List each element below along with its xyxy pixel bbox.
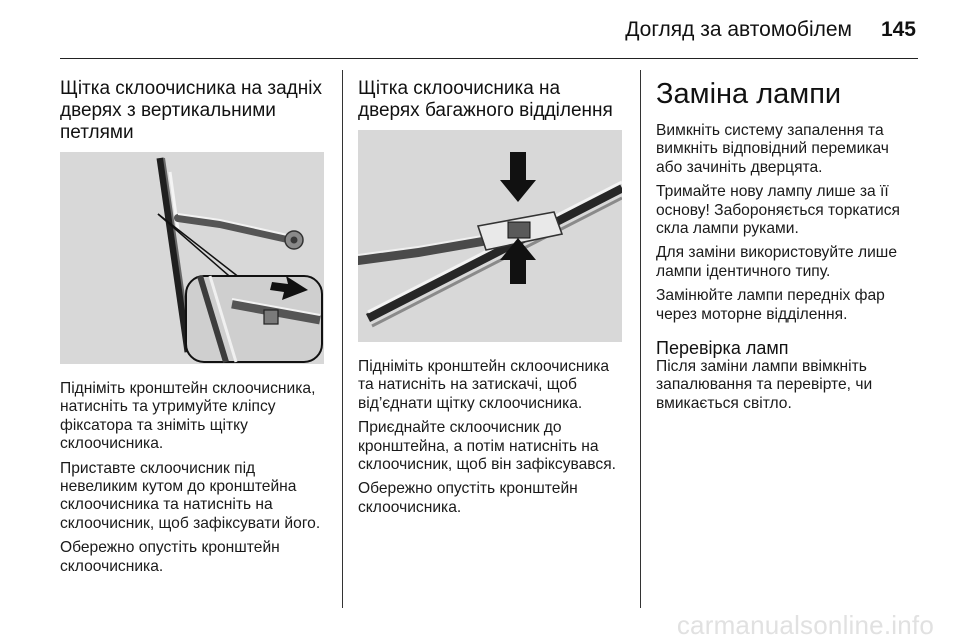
- subsection-heading: Перевірка ламп: [656, 338, 789, 359]
- instruction-paragraph: Приставте склоочисник під невеликим кутом до кронштейна склоочисника та натисніть на склоочисник, щоб зафіксувати його.: [60, 459, 321, 532]
- section-bulb-replacement: [656, 78, 918, 419]
- instruction-paragraph: Обережно опустіть кронштейн склоочисника.: [358, 480, 578, 516]
- instruction-paragraph: Обережно опустіть кронштейн склоочисника.: [60, 539, 280, 575]
- instruction-paragraph: Після заміни лампи ввімкніть запалювання та перевірте, чи вмикається світло.: [656, 358, 873, 412]
- instruction-paragraph: Вимкніть систему запалення та вимкніть відповідний перемикач або зачиніть дверцята.: [656, 122, 889, 176]
- rear-wiper-arm-clip-illustration-icon: [60, 152, 324, 364]
- section-heading: Щітка склоочисника на дверях багажного відділення: [358, 78, 613, 121]
- instruction-paragraph: Для заміни використовуйте лише лампи ідентичного типу.: [656, 244, 897, 280]
- instruction-paragraph: Приєднайте склоочисник до кронштейна, а потім натисніть на склоочисник, щоб він зафіксувався.: [358, 419, 616, 474]
- page-header-title: Догляд за автомобілем: [625, 18, 852, 41]
- section-title: Заміна лампи: [656, 78, 842, 110]
- site-watermark: carmanualsonline.info: [676, 610, 934, 640]
- instruction-paragraph: Підніміть кронштейн склоочисника, натисніть та утримуйте кліпсу фіксатора та зніміть щітку склоочисника.: [60, 380, 316, 453]
- instruction-paragraph: Тримайте нову лампу лише за її основу! Забороняється торкатися скла лампи руками.: [656, 183, 900, 238]
- page-number: 145: [880, 18, 916, 41]
- instruction-paragraph: Підніміть кронштейн склоочисника та натисніть на затискачі, щоб від’єднати щітку склоочисника.: [358, 358, 610, 412]
- instruction-paragraph: Замінюйте лампи передніх фар через моторне відділення.: [656, 287, 885, 323]
- column-divider: [640, 70, 641, 608]
- column-divider: [342, 70, 343, 608]
- header-rule: [60, 58, 918, 59]
- section-rear-hinged-door-wiper: [60, 78, 328, 582]
- section-tailgate-wiper: [358, 78, 624, 523]
- section-heading: Щітка склоочисника на задніх дверях з вертикальними петлями: [60, 78, 322, 143]
- tailgate-wiper-release-illustration-icon: [358, 130, 622, 342]
